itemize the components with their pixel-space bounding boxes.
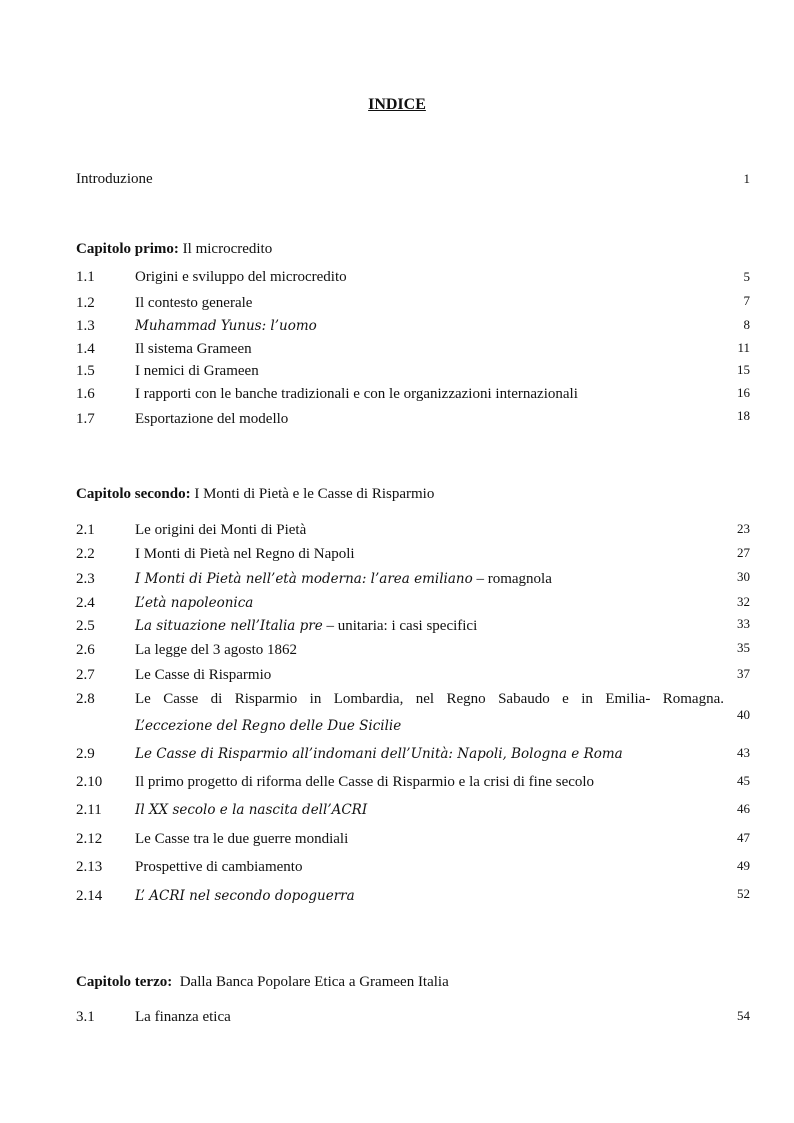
toc-text-italic: La situazione nell’Italia pre (135, 618, 323, 634)
page-title: INDICE (368, 96, 426, 113)
toc-text-line2: L’eccezione del Regno delle Due Sicilie (135, 718, 402, 734)
toc-text: Il primo progetto di riforma delle Casse di Risparmio e la crisi di fine secolo (135, 774, 595, 790)
toc-text: Il sistema Grameen (135, 341, 252, 357)
toc-text: Le origini dei Monti di Pietà (135, 522, 307, 538)
toc-text: Prospettive di cambiamento (135, 859, 303, 875)
toc-page: 35 (737, 640, 750, 655)
toc-num: 2.3 (76, 571, 95, 587)
toc-num: 2.10 (76, 774, 103, 790)
toc-page: 52 (737, 886, 750, 901)
toc-num: 2.14 (76, 888, 103, 904)
toc-page: 49 (737, 858, 750, 873)
toc-page: 43 (737, 745, 750, 760)
toc-text: I Monti di Pietà nel Regno di Napoli (135, 546, 355, 562)
toc-num: 2.8 (76, 691, 95, 707)
toc-num: 2.11 (76, 802, 102, 818)
toc-num: 2.7 (76, 667, 95, 683)
chapter1-heading (76, 240, 272, 258)
toc-text (135, 617, 477, 635)
toc-page: 30 (737, 569, 750, 584)
toc-text: Origini e sviluppo del microcredito (135, 269, 347, 285)
toc-num: 2.5 (76, 618, 95, 634)
toc-num: 3.1 (76, 1009, 95, 1025)
toc-text-italic: I Monti di Pietà nell’età moderna: l’area emiliano (135, 571, 473, 587)
toc-num: 1.4 (76, 341, 95, 357)
toc-text: L’età napoleonica (135, 595, 254, 611)
toc-text (135, 570, 552, 588)
toc-page: 7 (743, 293, 750, 308)
toc-page: 11 (737, 340, 750, 355)
toc-text: Muhammad Yunus: l’uomo (135, 318, 317, 334)
toc-text: L’ ACRI nel secondo dopoguerra (135, 888, 355, 904)
toc-num: 1.2 (76, 295, 95, 311)
toc-text: Le Casse di Risparmio (135, 667, 272, 683)
toc-num: 1.5 (76, 363, 95, 379)
chapter2-subtitle: I Monti di Pietà e le Casse di Risparmio (190, 486, 435, 502)
toc-num: 2.13 (76, 859, 103, 875)
toc-page: 46 (737, 801, 750, 816)
toc-text-rest: – romagnola (472, 571, 552, 587)
toc-page: 27 (737, 545, 750, 560)
chapter3-heading-label: Capitolo terzo: (76, 974, 173, 990)
toc-page: 23 (737, 521, 750, 536)
toc-page: 54 (737, 1008, 750, 1023)
chapter1-heading-label: Capitolo primo: (76, 241, 179, 257)
toc-num: 2.9 (76, 746, 95, 762)
toc-page: 16 (737, 385, 750, 400)
toc-text: Le Casse di Risparmio in Lombardia, nel Regno Sabaudo e in Emilia- Romagna. (135, 691, 724, 707)
toc-text: I rapporti con le banche tradizionali e con le organizzazioni internazionali (135, 386, 578, 402)
toc-text: Il XX secolo e la nascita dell’ACRI (135, 802, 368, 818)
toc-page: 37 (737, 666, 750, 681)
toc-text: Esportazione del modello (135, 411, 289, 427)
toc-num: 2.6 (76, 642, 95, 658)
chapter2-heading-label: Capitolo secondo: (76, 486, 191, 502)
toc-page: 45 (737, 773, 750, 788)
intro-page: 1 (743, 171, 750, 186)
toc-page: 5 (743, 269, 750, 284)
toc-text: Le Casse tra le due guerre mondiali (135, 831, 349, 847)
toc-num: 2.2 (76, 546, 95, 562)
chapter3-heading (76, 973, 449, 991)
toc-page: 32 (737, 594, 750, 609)
toc-num: 2.4 (76, 595, 95, 611)
toc-text-rest: – unitaria: i casi specifici (322, 618, 478, 634)
toc-page: 47 (737, 830, 750, 845)
toc-text: I nemici di Grameen (135, 363, 259, 379)
toc-page: 33 (737, 616, 750, 631)
toc-num: 1.3 (76, 318, 95, 334)
toc-page: 18 (737, 408, 750, 423)
toc-page: 8 (743, 317, 750, 332)
toc-page: 15 (737, 362, 750, 377)
toc-num: 1.1 (76, 269, 95, 285)
toc-text: Il contesto generale (135, 295, 253, 311)
toc-page: 40 (737, 707, 750, 722)
toc-num: 2.12 (76, 831, 103, 847)
chapter2-heading (76, 485, 434, 503)
toc-text: La finanza etica (135, 1009, 231, 1025)
toc-num: 2.1 (76, 522, 95, 538)
chapter3-subtitle: Dalla Banca Popolare Etica a Grameen Italia (172, 974, 449, 990)
intro-label: Introduzione (76, 171, 153, 187)
toc-text: Le Casse di Risparmio all’indomani dell’Unità: Napoli, Bologna e Roma (135, 746, 623, 762)
chapter1-subtitle: Il microcredito (178, 241, 273, 257)
toc-num: 1.6 (76, 386, 95, 402)
toc-text: La legge del 3 agosto 1862 (135, 642, 298, 658)
toc-num: 1.7 (76, 411, 95, 427)
